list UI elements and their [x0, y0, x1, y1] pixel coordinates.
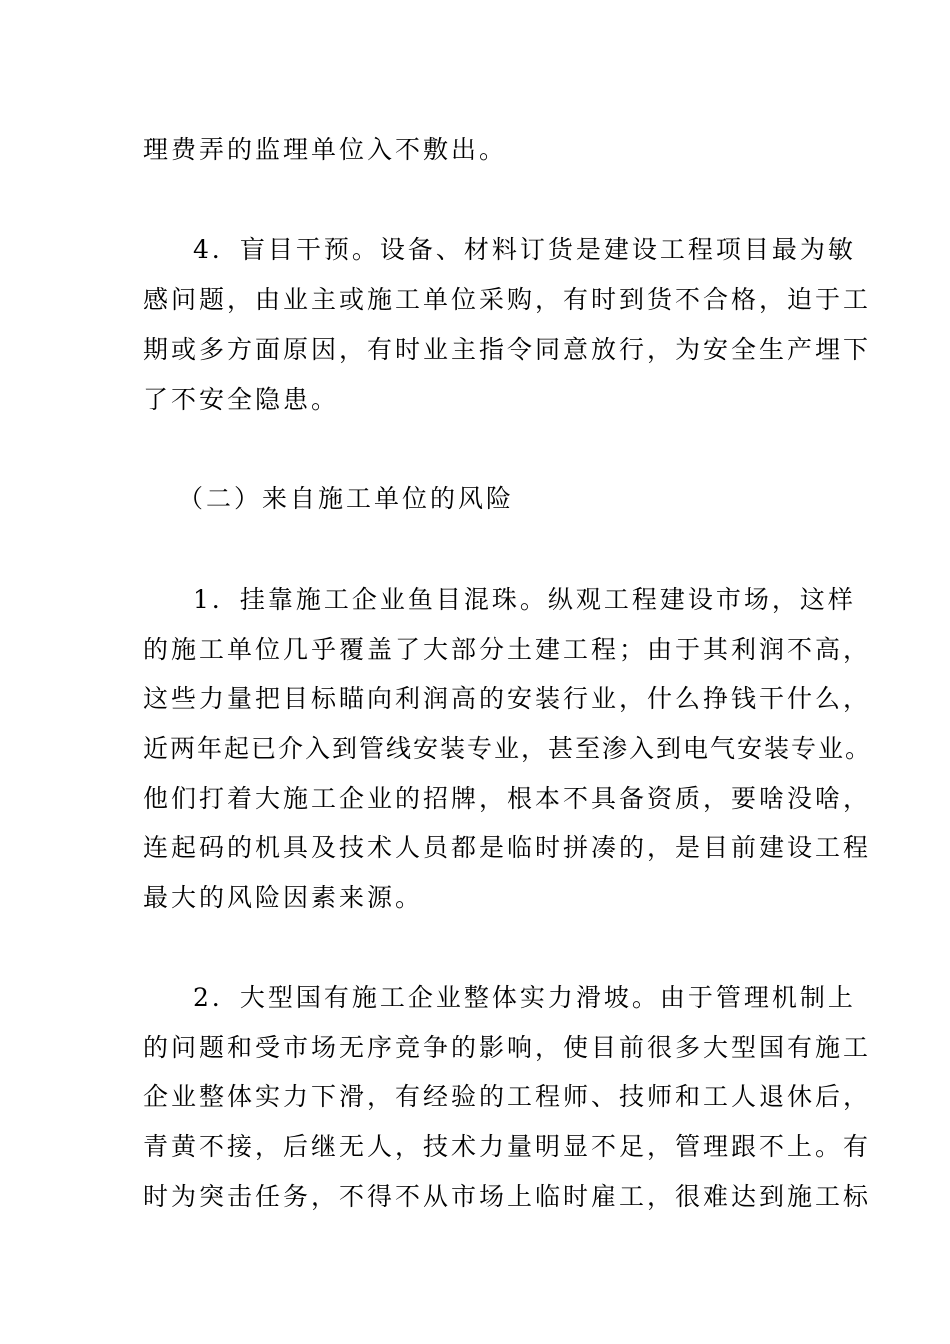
paragraph-line: 他们打着大施工企业的招牌，根本不具备资质，要啥没啥，	[143, 784, 872, 813]
paragraph-line: 这些力量把目标瞄向利润高的安装行业，什么挣钱干什么，	[143, 684, 872, 713]
paragraph-line: 4．盲目干预。设备、材料订货是建设工程项目最为敏	[193, 235, 856, 264]
paragraph-line: 近两年起已介入到管线安装专业，甚至渗入到电气安装专业。	[143, 734, 873, 763]
paragraph-line: 理费弄的监理单位入不敷出。	[143, 135, 508, 164]
section-heading: （二）来自施工单位的风险	[178, 484, 515, 513]
paragraph-line: 时为突击任务，不得不从市场上临时雇工，很难达到施工标	[143, 1182, 872, 1211]
paragraph-line: 的问题和受市场无序竞争的影响，使目前很多大型国有施工	[143, 1033, 872, 1062]
paragraph-line: 最大的风险因素来源。	[143, 883, 424, 912]
paragraph-line: 2．大型国有施工企业整体实力滑坡。由于管理机制上	[193, 983, 856, 1012]
paragraph-line: 感问题，由业主或施工单位采购，有时到货不合格，迫于工	[143, 285, 872, 314]
paragraph-line: 企业整体实力下滑，有经验的工程师、技师和工人退休后，	[143, 1082, 872, 1111]
paragraph-line: 1．挂靠施工企业鱼目混珠。纵观工程建设市场，这样	[193, 585, 856, 614]
paragraph-line: 青黄不接，后继无人，技术力量明显不足，管理跟不上。有	[143, 1132, 872, 1161]
paragraph-line: 期或多方面原因，有时业主指令同意放行，为安全生产埋下	[143, 335, 872, 364]
paragraph-line: 的施工单位几乎覆盖了大部分土建工程；由于其利润不高，	[143, 635, 872, 664]
paragraph-line: 了不安全隐患。	[143, 385, 340, 414]
paragraph-line: 连起码的机具及技术人员都是临时拼凑的，是目前建设工程	[143, 833, 872, 862]
